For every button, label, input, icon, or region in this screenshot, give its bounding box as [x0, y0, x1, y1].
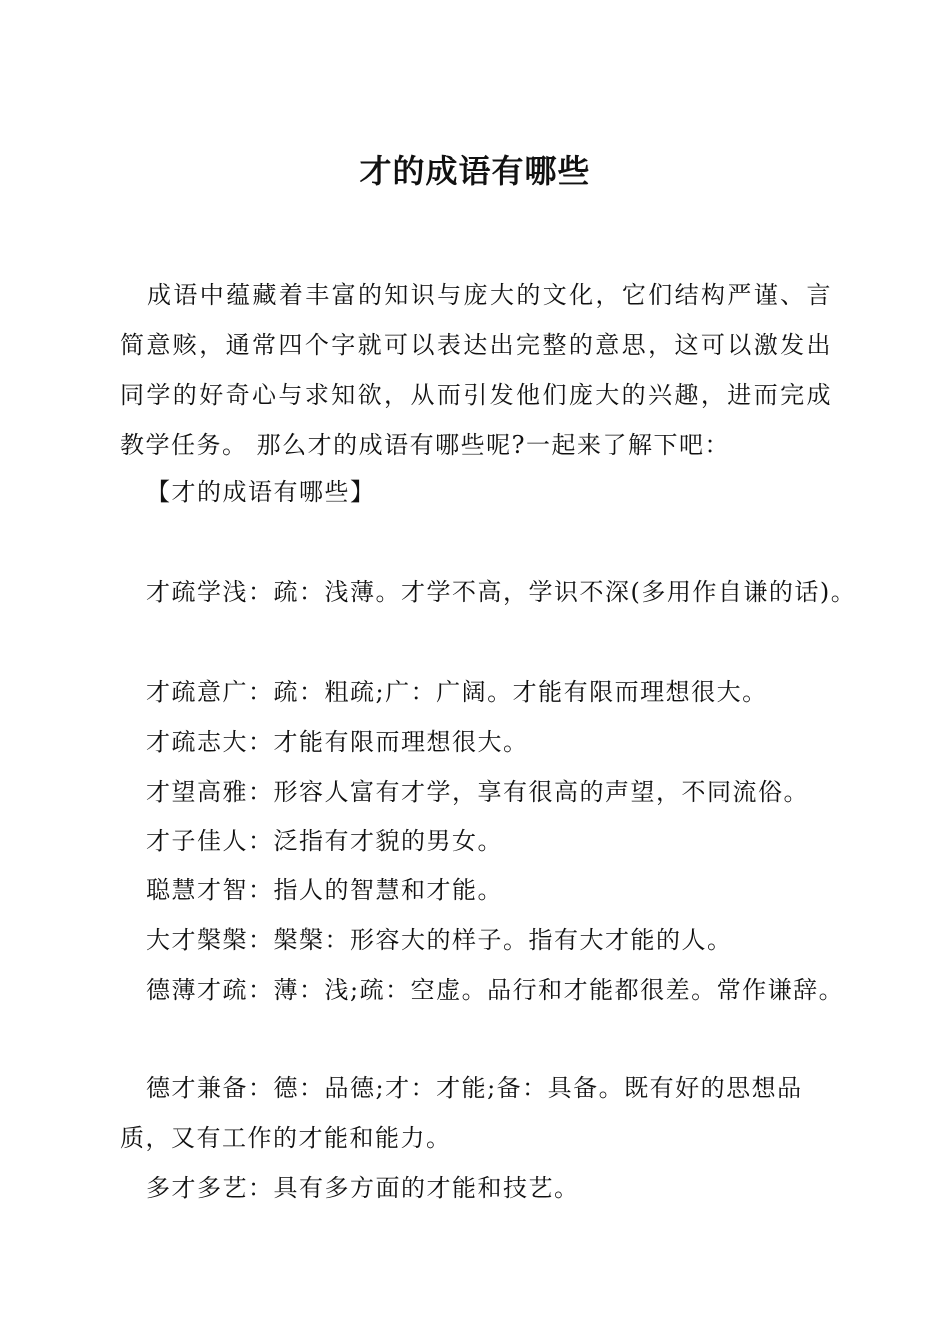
intro-paragraph: 成语中蕴藏着丰富的知识与庞大的文化，它们结构严谨、言简意赅，通常四个字就可以表达出完整的意思，这可以激发出同学的好奇心与求知欲，从而引发他们庞大的兴趣，进而完成教学任务。 那么才的成语有哪些呢?一起来了解下吧：: [120, 281, 832, 459]
idiom-entry: 多才多艺：具有多方面的才能和技艺。: [146, 1174, 580, 1202]
idiom-entry: 才疏学浅：疏：浅薄。才学不高，学识不深(多用作自谦的话)。: [146, 578, 857, 606]
idiom-entry: 聪慧才智：指人的智慧和才能。: [146, 876, 503, 904]
idiom-entry: 德薄才疏：薄：浅;疏：空虚。品行和才能都很差。常作谦辞。: [146, 976, 845, 1004]
idiom-entry: 才疏意广：疏：粗疏;广：广阔。才能有限而理想很大。: [146, 678, 768, 706]
idiom-entry: 才望高雅：形容人富有才学，享有很高的声望，不同流俗。: [146, 778, 809, 806]
page-title: 才的成语有哪些: [359, 152, 591, 190]
idiom-entry: 德才兼备：德：品德;才：才能;备：具备。既有好的思想品质，又有工作的才能和能力。: [120, 1074, 803, 1152]
section-heading: 【才的成语有哪些】: [146, 478, 376, 506]
idiom-entry: 才疏志大：才能有限而理想很大。: [146, 728, 529, 756]
idiom-entry: 大才槃槃：槃槃：形容大的样子。指有大才能的人。: [146, 926, 733, 954]
idiom-entry: 才子佳人：泛指有才貌的男女。: [146, 827, 503, 855]
